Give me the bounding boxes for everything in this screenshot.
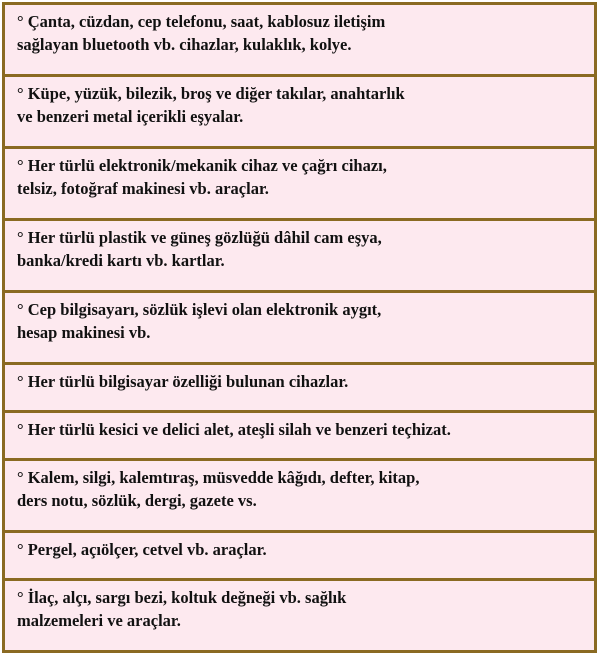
item-text-line: ° Pergel, açıölçer, cetvel vb. araçlar. (17, 540, 267, 559)
list-item (4, 412, 596, 460)
item-text-line: ° Her türlü bilgisayar özelliği bulunan cihazlar. (17, 372, 349, 391)
table-row (4, 364, 596, 412)
prohibited-items-table (2, 2, 597, 653)
item-text-line: banka/kredi kartı vb. kartlar. (17, 251, 225, 270)
list-item (4, 532, 596, 580)
item-text-line: ° İlaç, alçı, sargı bezi, koltuk değneği vb. sağlık (17, 588, 347, 607)
item-text-line: ° Cep bilgisayarı, sözlük işlevi olan elektronik aygıt, (17, 300, 382, 319)
table-row (4, 580, 596, 652)
table-row (4, 220, 596, 292)
item-text-line: ve benzeri metal içerikli eşyalar. (17, 107, 244, 126)
item-text-line: malzemeleri ve araçlar. (17, 611, 181, 630)
item-text-line: ° Her türlü elektronik/mekanik cihaz ve çağrı cihazı, (17, 156, 387, 175)
item-text-line: ° Her türlü kesici ve delici alet, ateşli silah ve benzeri teçhizat. (17, 420, 451, 439)
item-text-line: telsiz, fotoğraf makinesi vb. araçlar. (17, 179, 269, 198)
item-text-line: hesap makinesi vb. (17, 323, 151, 342)
list-item (4, 580, 596, 652)
table-row (4, 4, 596, 76)
table-row (4, 148, 596, 220)
item-text-line: ° Çanta, cüzdan, cep telefonu, saat, kablosuz iletişim (17, 12, 386, 31)
list-item (4, 460, 596, 532)
item-text-line: ° Her türlü plastik ve güneş gözlüğü dâhil cam eşya, (17, 228, 382, 247)
list-item (4, 4, 596, 76)
table-row (4, 460, 596, 532)
table-row (4, 532, 596, 580)
table-row (4, 76, 596, 148)
item-text-line: ders notu, sözlük, dergi, gazete vs. (17, 491, 257, 510)
table-row (4, 292, 596, 364)
item-text-line: sağlayan bluetooth vb. cihazlar, kulaklık, kolye. (17, 35, 352, 54)
list-item (4, 364, 596, 412)
item-text-line: ° Küpe, yüzük, bilezik, broş ve diğer takılar, anahtarlık (17, 84, 405, 103)
list-item (4, 148, 596, 220)
table-row (4, 412, 596, 460)
list-item (4, 292, 596, 364)
list-item (4, 76, 596, 148)
list-item (4, 220, 596, 292)
item-text-line: ° Kalem, silgi, kalemtıraş, müsvedde kâğıdı, defter, kitap, (17, 468, 420, 487)
